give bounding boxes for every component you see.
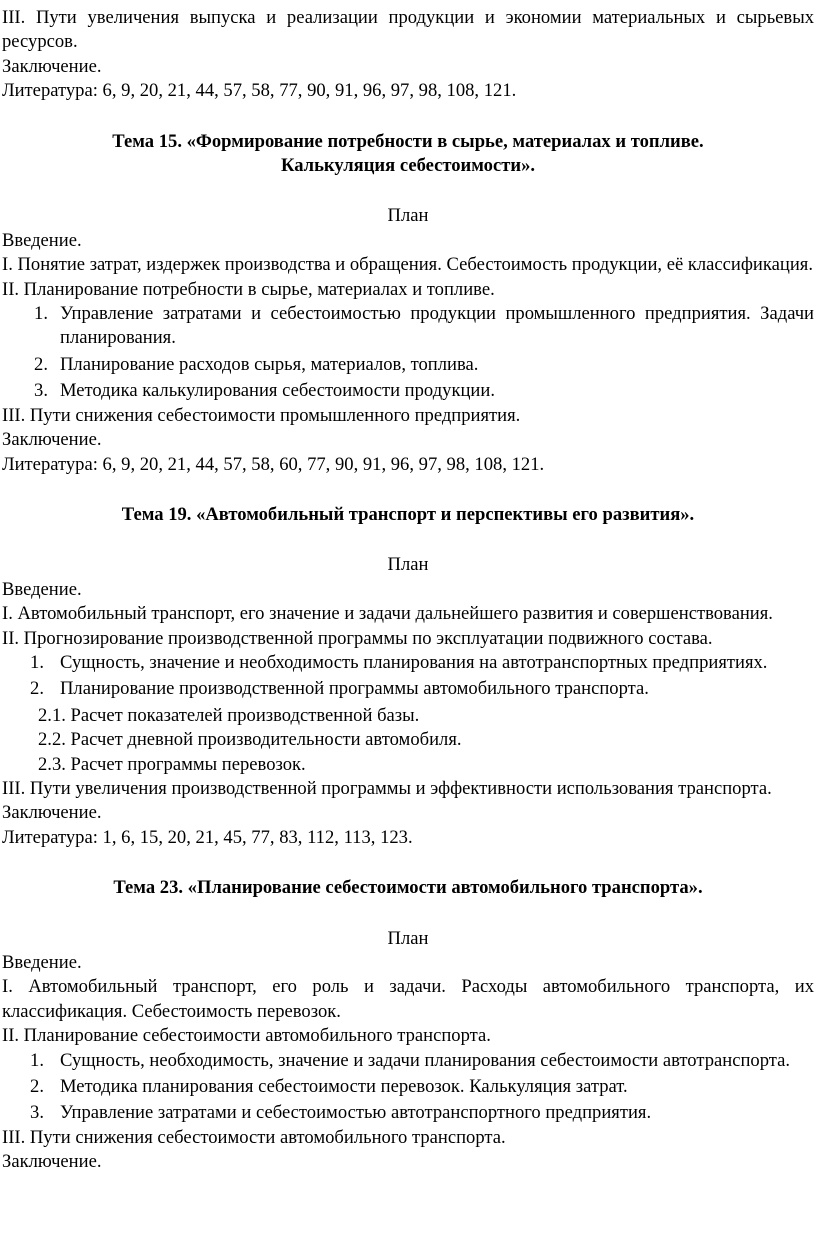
topic19-subitem-2-3: 2.3. Расчет программы перевозок. [38,753,306,775]
topic23-conclusion: Заключение. [2,1151,102,1173]
list-item: 1. Управление затратами и себестоимостью продукции промышленного предприятия. Задачи планирования. [34,303,814,349]
topic19-subitem-2-1: 2.1. Расчет показателей производственной базы. [38,704,420,726]
conclusion-previous: Заключение. [2,55,102,77]
literature-previous: Литература: 6, 9, 20, 21, 44, 57, 58, 77, 90, 91, 96, 97, 98, 108, 121. [2,80,517,102]
topic19-section-iii: III. Пути увеличения производственной программы и эффективности использования транспорта. [2,777,772,799]
topic19-section-ii: II. Прогнозирование производственной программы по эксплуатации подвижного состава. [2,627,713,649]
topic23-plan-heading: План [387,927,429,949]
topic19-literature: Литература: 1, 6, 15, 20, 21, 45, 77, 83, 112, 113, 123. [2,826,413,848]
topic19-subitem-2-2: 2.2. Расчет дневной производительности автомобиля. [38,729,462,751]
topic19-item-list [2,651,814,702]
list-item: 2. Планирование расходов сырья, материалов, топлива. [34,353,479,375]
list-item: 3. Методика калькулирования себестоимости продукции. [34,380,495,402]
topic23-intro: Введение. [2,952,82,973]
topic23-title: Тема 23. «Планирование себестоимости автомобильного транспорта». [113,877,703,899]
topic15-plan-heading: План [387,205,429,227]
topic15-section-i: I. Понятие затрат, издержек производства и обращения. Себестоимость продукции, её классификация. [2,254,813,276]
topic19-conclusion: Заключение. [2,802,102,824]
topic19-plan-heading: План [387,554,429,576]
topic15-conclusion: Заключение. [2,429,102,451]
topic15-intro: Введение. [2,229,82,251]
topic15-literature: Литература: 6, 9, 20, 21, 44, 57, 58, 60, 77, 90, 91, 96, 97, 98, 108, 121. [2,453,545,475]
topic23-section-iii: III. Пути снижения себестоимости автомобильного транспорта. [2,1126,506,1148]
list-item: 2. Планирование производственной программы автомобильного транспорта. [30,678,649,700]
topic19-section-i: I. Автомобильный транспорт, его значение и задачи дальнейшего развития и совершенствования. [2,603,773,625]
list-item: 2. Методика планирования себестоимости перевозок. Калькуляция затрат. [30,1076,628,1098]
topic23-item-list [2,1049,814,1126]
topic23-section-ii: II. Планирование себестоимости автомобильного транспорта. [2,1025,491,1047]
list-item: 3. Управление затратами и себестоимостью автотранспортного предприятия. [30,1102,652,1124]
topic15-item-list [2,302,814,404]
topic23-section-i: I. Автомобильный транспорт, его роль и задачи. Расходы автомобильного транспорта, их классификация. Себестоимость перевозок. [2,976,814,1022]
topic15-section-iii: III. Пути снижения себестоимости промышленного предприятия. [2,404,521,426]
topic19-title: Тема 19. «Автомобильный транспорт и перспективы его развития». [121,503,695,525]
topic15-title-line1: Тема 15. «Формирование потребности в сырье, материалах и топливе. [112,130,704,152]
list-item: 1. Сущность, значение и необходимость планирования на автотранспортных предприятиях. [30,651,768,673]
list-item: 1. Сущность, необходимость, значение и задачи планирования себестоимости автотранспорта. [30,1049,791,1071]
topic19-intro: Введение. [2,578,82,600]
topic15-section-ii: II. Планирование потребности в сырье, материалах и топливе. [2,278,495,300]
topic15-title-line2: Калькуляция себестоимости». [280,155,536,177]
section-iii-previous: III. Пути увеличения выпуска и реализации продукции и экономии материальных и сырьевых ресурсов. [2,7,814,53]
